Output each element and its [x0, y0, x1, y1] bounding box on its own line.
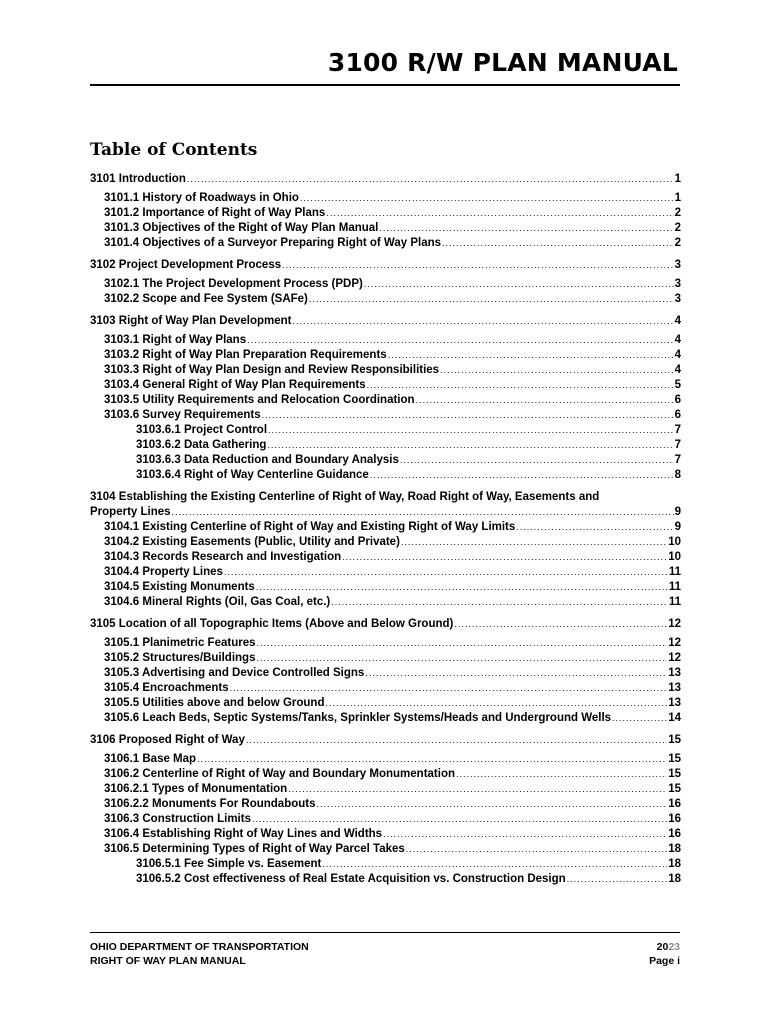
toc-entry-page: 3 — [674, 259, 681, 271]
toc-entry-page: 13 — [668, 697, 681, 709]
toc-entry-title: 3104.2 Existing Easements (Public, Utility and Private) — [104, 536, 400, 548]
toc-entry-title: 3103.6.3 Data Reduction and Boundary Analysis — [136, 454, 399, 466]
toc-entry-title: 3106.4 Establishing Right of Way Lines and Widths — [104, 828, 383, 840]
toc-entry-page: 1 — [674, 173, 681, 185]
dot-leader — [262, 408, 674, 423]
toc-entry-title: 3102.1 The Project Development Process (PDP) — [104, 278, 363, 290]
toc-entry-title: 3104.1 Existing Centerline of Right of Way and Existing Right of Way Limits — [104, 521, 516, 533]
dot-leader — [383, 827, 667, 842]
toc-entry-title: 3105.4 Encroachments — [104, 682, 229, 694]
dot-leader — [400, 453, 674, 468]
toc-entry-page: 15 — [668, 734, 681, 746]
dot-leader — [230, 681, 668, 696]
dot-leader — [612, 711, 667, 726]
toc-entry-page: 16 — [668, 828, 681, 840]
footer-page-info — [649, 940, 680, 968]
toc-entry-level1[interactable] — [90, 617, 681, 632]
toc-entry-level2[interactable] — [90, 666, 681, 681]
toc-entry-level1[interactable] — [90, 733, 681, 748]
dot-leader — [516, 520, 673, 535]
footer-org-line2: RIGHT OF WAY PLAN MANUAL — [90, 955, 246, 967]
toc-entry-page: 2 — [674, 222, 681, 234]
toc-entry-page: 18 — [668, 858, 681, 870]
toc-entry-title: 3103.2 Right of Way Plan Preparation Requirements — [104, 349, 387, 361]
toc-entry-title: 3101 Introduction — [90, 173, 186, 185]
toc-entry-level3[interactable] — [90, 438, 681, 453]
toc-entry-page: 4 — [674, 349, 681, 361]
toc-entry-level1[interactable] — [90, 258, 681, 273]
footer-rule — [90, 932, 680, 933]
toc-entry-level2[interactable] — [90, 348, 681, 363]
dot-leader — [326, 206, 673, 221]
toc-entry-level3[interactable] — [90, 468, 681, 483]
toc-entry-title: 3105 Location of all Topographic Items (Above and Below Ground) — [90, 618, 454, 630]
toc-entry-page: 10 — [668, 551, 681, 563]
toc-entry-title: 3103.5 Utility Requirements and Relocation Coordination — [104, 394, 415, 406]
toc-entry-level2[interactable] — [90, 565, 681, 580]
toc-entry-page: 15 — [668, 783, 681, 795]
toc-entry-level2[interactable] — [90, 520, 681, 535]
toc-entry-level1[interactable] — [90, 172, 681, 187]
table-of-contents — [90, 172, 681, 887]
dot-leader — [256, 651, 667, 666]
dot-leader — [379, 221, 673, 236]
dot-leader — [416, 393, 674, 408]
toc-entry-level2[interactable] — [90, 378, 681, 393]
toc-entry-level2[interactable] — [90, 812, 681, 827]
toc-entry-page: 3 — [674, 293, 681, 305]
toc-entry-title: 3105.6 Leach Beds, Septic Systems/Tanks, Sprinkler Systems/Heads and Underground Wells — [104, 712, 612, 724]
toc-entry-level2[interactable] — [90, 842, 681, 857]
toc-entry-title: 3106.2 Centerline of Right of Way and Boundary Monumentation — [104, 768, 455, 780]
toc-entry-level1[interactable] — [90, 505, 681, 520]
toc-entry-level2[interactable] — [90, 696, 681, 711]
dot-leader — [370, 468, 674, 483]
footer-year-suffix: 23 — [668, 941, 680, 953]
dot-leader — [454, 617, 667, 632]
toc-entry-level2[interactable] — [90, 595, 681, 610]
toc-entry-level2[interactable] — [90, 797, 681, 812]
toc-entry-page: 3 — [674, 278, 681, 290]
toc-entry-page: 14 — [668, 712, 681, 724]
toc-entry-title: 3101.3 Objectives of the Right of Way Plan Manual — [104, 222, 379, 234]
toc-entry-page: 16 — [668, 813, 681, 825]
dot-leader — [282, 258, 673, 273]
toc-entry-title: 3101.2 Importance of Right of Way Plans — [104, 207, 326, 219]
toc-entry-page: 18 — [668, 873, 681, 885]
toc-entry-title: 3104 Establishing the Existing Centerline of Right of Way, Road Right of Way, Easements and — [90, 491, 600, 503]
toc-entry-title: Property Lines — [90, 506, 171, 518]
toc-entry-title: 3105.5 Utilities above and below Ground — [104, 697, 325, 709]
toc-entry-level2[interactable] — [90, 363, 681, 378]
manual-title: 3100 R/W PLAN MANUAL — [327, 48, 678, 77]
toc-entry-title: 3104.4 Property Lines — [104, 566, 223, 578]
dot-leader — [367, 378, 674, 393]
toc-entry-page: 9 — [674, 506, 681, 518]
toc-entry-title: 3106.5.2 Cost effectiveness of Real Estate Acquisition vs. Construction Design — [136, 873, 566, 885]
toc-entry-title: 3105.1 Planimetric Features — [104, 637, 256, 649]
toc-entry-page: 4 — [674, 334, 681, 346]
dot-leader — [246, 733, 667, 748]
toc-entry-level2[interactable] — [90, 651, 681, 666]
dot-leader — [317, 797, 668, 812]
toc-entry-level2[interactable] — [90, 393, 681, 408]
toc-entry-page: 18 — [668, 843, 681, 855]
dot-leader — [440, 363, 674, 378]
toc-entry-title: 3105.3 Advertising and Device Controlled Signs — [104, 667, 365, 679]
toc-entry-title: 3103.6.1 Project Control — [136, 424, 268, 436]
dot-leader — [342, 550, 667, 565]
dot-leader — [388, 348, 674, 363]
toc-entry-title: 3103.6.4 Right of Way Centerline Guidance — [136, 469, 369, 481]
toc-entry-level2[interactable] — [90, 236, 681, 251]
toc-entry-level3[interactable] — [90, 857, 681, 872]
dot-leader — [365, 666, 667, 681]
toc-entry-title: 3106.3 Construction Limits — [104, 813, 251, 825]
toc-entry-page: 4 — [674, 315, 681, 327]
toc-entry-level3[interactable] — [90, 872, 681, 887]
toc-entry-title: 3106 Proposed Right of Way — [90, 734, 245, 746]
toc-entry-page: 5 — [674, 379, 681, 391]
toc-entry-title: 3103.6 Survey Requirements — [104, 409, 261, 421]
dot-leader — [567, 872, 668, 887]
toc-entry-page: 16 — [668, 798, 681, 810]
toc-entry-title: 3102 Project Development Process — [90, 259, 282, 271]
toc-entry-level2[interactable] — [90, 191, 681, 206]
toc-entry-page: 11 — [668, 596, 681, 608]
dot-leader — [293, 314, 674, 329]
toc-entry-wrapped-line[interactable] — [90, 490, 681, 505]
toc-entry-title: 3103.4 General Right of Way Plan Requirements — [104, 379, 366, 391]
toc-entry-page: 11 — [668, 581, 681, 593]
footer-org — [90, 940, 309, 968]
dot-leader — [406, 842, 667, 857]
dot-leader — [401, 535, 667, 550]
toc-entry-page: 1 — [674, 192, 681, 204]
toc-entry-page: 11 — [668, 566, 681, 578]
toc-entry-page: 15 — [668, 753, 681, 765]
toc-entry-page: 12 — [668, 637, 681, 649]
toc-entry-title: 3106.5 Determining Types of Right of Way Parcel Takes — [104, 843, 405, 855]
toc-entry-title: 3103.1 Right of Way Plans — [104, 334, 247, 346]
dot-leader — [256, 580, 668, 595]
toc-entry-level2[interactable] — [90, 333, 681, 348]
footer-year — [649, 940, 680, 954]
toc-entry-level3[interactable] — [90, 453, 681, 468]
toc-entry-title: 3106.5.1 Fee Simple vs. Easement — [136, 858, 322, 870]
toc-entry-page: 12 — [668, 618, 681, 630]
dot-leader — [325, 696, 667, 711]
toc-entry-title: 3101.4 Objectives of a Surveyor Preparing Right of Way Plans — [104, 237, 442, 249]
toc-entry-page: 6 — [674, 409, 681, 421]
toc-entry-title: 3106.1 Base Map — [104, 753, 197, 765]
dot-leader — [331, 595, 668, 610]
footer-page-label: Page i — [649, 955, 680, 967]
toc-entry-level2[interactable] — [90, 580, 681, 595]
toc-entry-level2[interactable] — [90, 782, 681, 797]
dot-leader — [364, 277, 674, 292]
toc-entry-title: 3103.6.2 Data Gathering — [136, 439, 267, 451]
toc-entry-page: 9 — [674, 521, 681, 533]
toc-entry-page: 15 — [668, 768, 681, 780]
dot-leader — [267, 438, 673, 453]
toc-entry-level2[interactable] — [90, 206, 681, 221]
toc-entry-level2[interactable] — [90, 535, 681, 550]
toc-heading: Table of Contents — [90, 140, 258, 160]
toc-entry-title: 3103 Right of Way Plan Development — [90, 315, 292, 327]
dot-leader — [197, 752, 667, 767]
toc-entry-title: 3101.1 History of Roadways in Ohio — [104, 192, 299, 204]
toc-entry-level2[interactable] — [90, 752, 681, 767]
footer-year-prefix: 20 — [656, 941, 669, 953]
toc-entry-level2[interactable] — [90, 221, 681, 236]
toc-entry-page: 13 — [668, 667, 681, 679]
toc-entry-title: 3104.6 Mineral Rights (Oil, Gas Coal, etc.) — [104, 596, 331, 608]
dot-leader — [456, 767, 667, 782]
toc-entry-page: 7 — [674, 454, 681, 466]
dot-leader — [268, 423, 674, 438]
toc-entry-level2[interactable] — [90, 827, 681, 842]
dot-leader — [322, 857, 667, 872]
toc-entry-page: 10 — [668, 536, 681, 548]
dot-leader — [187, 172, 674, 187]
toc-entry-title: 3103.3 Right of Way Plan Design and Review Responsibilities — [104, 364, 440, 376]
toc-entry-page: 2 — [674, 207, 681, 219]
toc-entry-page: 12 — [668, 652, 681, 664]
footer-org-line1: OHIO DEPARTMENT OF TRANSPORTATION — [90, 941, 309, 953]
dot-leader — [252, 812, 667, 827]
dot-leader — [257, 636, 668, 651]
toc-entry-page: 7 — [674, 424, 681, 436]
dot-leader — [300, 191, 674, 206]
toc-entry-page: 2 — [674, 237, 681, 249]
dot-leader — [442, 236, 674, 251]
toc-entry-level2[interactable] — [90, 767, 681, 782]
toc-entry-level2[interactable] — [90, 277, 681, 292]
toc-entry-title: 3105.2 Structures/Buildings — [104, 652, 256, 664]
dot-leader — [288, 782, 667, 797]
toc-entry-level2[interactable] — [90, 408, 681, 423]
toc-entry-title: 3106.2.2 Monuments For Roundabouts — [104, 798, 316, 810]
dot-leader — [247, 333, 674, 348]
toc-entry-level2[interactable] — [90, 681, 681, 696]
toc-entry-level2[interactable] — [90, 292, 681, 307]
toc-entry-title: 3106.2.1 Types of Monumentation — [104, 783, 288, 795]
title-rule — [90, 84, 680, 86]
dot-leader — [224, 565, 668, 580]
toc-entry-title: 3104.5 Existing Monuments — [104, 581, 255, 593]
toc-entry-page: 4 — [674, 364, 681, 376]
toc-entry-level2[interactable] — [90, 636, 681, 651]
toc-entry-page: 6 — [674, 394, 681, 406]
toc-entry-level2[interactable] — [90, 711, 681, 726]
toc-entry-page: 8 — [674, 469, 681, 481]
toc-entry-page: 7 — [674, 439, 681, 451]
toc-entry-level2[interactable] — [90, 550, 681, 565]
toc-entry-level3[interactable] — [90, 423, 681, 438]
toc-entry-title: 3104.3 Records Research and Investigation — [104, 551, 342, 563]
dot-leader — [309, 292, 674, 307]
toc-entry-page: 13 — [668, 682, 681, 694]
toc-entry-level1[interactable] — [90, 314, 681, 329]
toc-entry-title: 3102.2 Scope and Fee System (SAFe) — [104, 293, 308, 305]
dot-leader — [172, 505, 674, 520]
